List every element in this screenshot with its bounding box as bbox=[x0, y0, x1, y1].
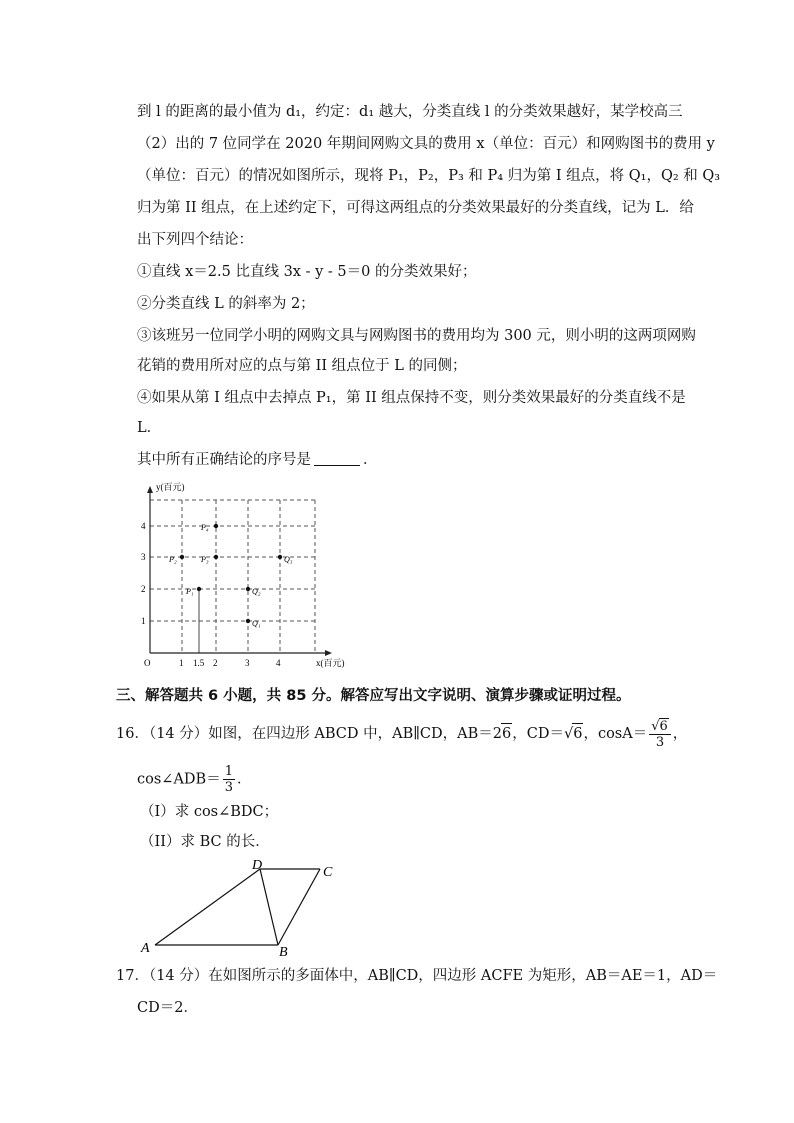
p17-line-2: CD＝2． bbox=[137, 1000, 198, 1016]
answer-prompt bbox=[137, 450, 378, 470]
p16-mid1: ，CD＝ bbox=[512, 726, 564, 742]
point-q2 bbox=[246, 587, 250, 591]
chart-grid bbox=[150, 500, 315, 653]
p16-line-1: 16．（14 分）如图，在四边形 ABCD 中，AB∥CD，AB＝26，CD＝√6，cosA＝ $\frac{√6}{3}$ ， bbox=[116, 719, 688, 750]
conclusion-3b: 花销的费用所对应的点与第 II 组点位于 L 的同侧； bbox=[137, 358, 467, 374]
segment-cb bbox=[278, 869, 320, 945]
p15-line-5: 出下列四个结论： bbox=[137, 232, 253, 248]
p16-line-2 bbox=[137, 764, 251, 795]
answer-prompt-end: ． bbox=[363, 452, 378, 468]
vertex-b-label: B bbox=[279, 945, 288, 960]
conclusion-2: ②分类直线 L 的斜率为 2； bbox=[137, 296, 315, 312]
segment-ad bbox=[155, 869, 260, 945]
label-p2: P₂ bbox=[169, 555, 177, 564]
p16-mid2: ，cosA＝ bbox=[583, 726, 648, 742]
label-p4: P₄ bbox=[201, 523, 209, 532]
label-q3: Q₃ bbox=[284, 555, 293, 564]
x-tick-2: 2 bbox=[213, 658, 218, 668]
y-axis-arrow bbox=[147, 486, 153, 493]
p15-line-4: 归为第 II 组点，在上述约定下，可得这两组点的分类效果最好的分类直线，记为 L．给 bbox=[137, 200, 694, 216]
point-q3 bbox=[278, 555, 282, 559]
p16-tail: ， bbox=[672, 726, 688, 742]
one-third-fraction: $\frac{1}{3}$ bbox=[224, 764, 233, 795]
label-p1: P₁ bbox=[186, 587, 194, 596]
point-p4 bbox=[214, 524, 218, 528]
y-tick-2: 2 bbox=[141, 584, 146, 594]
point-p3 bbox=[214, 555, 218, 559]
p15-line-3: （单位：百元）的情况如图所示，现将 P₁，P₂，P₃ 和 P₄ 归为第 I 组点，将 Q₁，Q₂ 和 Q₃ bbox=[137, 168, 721, 184]
x-tick-4: 4 bbox=[276, 658, 281, 668]
point-p2 bbox=[180, 555, 184, 559]
p16-period: ． bbox=[236, 771, 252, 788]
point-p1 bbox=[197, 587, 201, 591]
x-axis-label: x(百元) bbox=[316, 658, 345, 668]
y-axis-label: y(百元) bbox=[156, 482, 185, 492]
y-tick-4: 4 bbox=[141, 521, 146, 531]
answer-blank bbox=[314, 451, 360, 466]
answer-prompt-text: 其中所有正确结论的序号是 bbox=[137, 452, 311, 468]
p16-part1: （I）求 cos∠BDC； bbox=[140, 804, 279, 820]
x-tick-3: 3 bbox=[245, 658, 250, 668]
origin-label: O bbox=[144, 658, 151, 668]
p15-line-1: 到 l 的距离的最小值为 d₁，约定：d₁ 越大，分类直线 l 的分类效果越好，某学校高三 bbox=[137, 104, 683, 120]
vertex-a-label: A bbox=[141, 941, 150, 956]
point-q1 bbox=[246, 619, 250, 623]
conclusion-1: ①直线 x＝2.5 比直线 3x - y - 5＝0 的分类效果好； bbox=[137, 264, 477, 280]
p16-head: 16．（14 分）如图，在四边形 ABCD 中，AB∥CD，AB＝2 bbox=[116, 726, 502, 742]
cosA-fraction: $\frac{√6}{3}$ bbox=[649, 718, 671, 750]
sqrt-6-a: 6 bbox=[501, 723, 512, 744]
label-p3: P₃ bbox=[201, 555, 209, 564]
x-tick-1.5: 1.5 bbox=[193, 658, 205, 668]
scatter-chart bbox=[138, 478, 354, 672]
conclusion-4b: L． bbox=[137, 420, 162, 436]
label-q1: Q₁ bbox=[252, 619, 261, 628]
p17-line-1: 17．（14 分）在如图所示的多面体中，AB∥CD，四边形 ACFE 为矩形，AB＝AE＝1，AD＝ bbox=[116, 968, 718, 984]
segment-db bbox=[260, 869, 278, 945]
vertex-d-label: D bbox=[252, 858, 263, 873]
y-tick-3: 3 bbox=[141, 552, 146, 562]
conclusion-3a: ③该班另一位同学小明的网购文具与网购图书的费用均为 300 元，则小明的这两项网购 bbox=[137, 328, 696, 344]
quadrilateral-figure bbox=[138, 856, 348, 960]
vertex-c-label: C bbox=[323, 865, 333, 880]
x-tick-1: 1 bbox=[179, 658, 184, 668]
cos-adb-label: cos∠ADB＝ bbox=[137, 771, 221, 788]
label-q2: Q₂ bbox=[252, 587, 261, 596]
x-axis-arrow bbox=[325, 650, 332, 656]
conclusion-4a: ④如果从第 I 组点中去掉点 P₁，第 II 组点保持不变，则分类效果最好的分类直线不是 bbox=[137, 390, 686, 406]
y-tick-1: 1 bbox=[141, 616, 146, 626]
section-heading: 三、解答题共 6 小题，共 85 分。解答应写出文字说明、演算步骤或证明过程。 bbox=[116, 688, 631, 704]
p16-part2: （II）求 BC 的长． bbox=[140, 834, 270, 850]
sqrt-6-b: 6 bbox=[572, 723, 583, 744]
p15-line-2: （2）出的 7 位同学在 2020 年期间网购文具的费用 x（单位：百元）和网购图书的费用 y bbox=[137, 136, 715, 152]
